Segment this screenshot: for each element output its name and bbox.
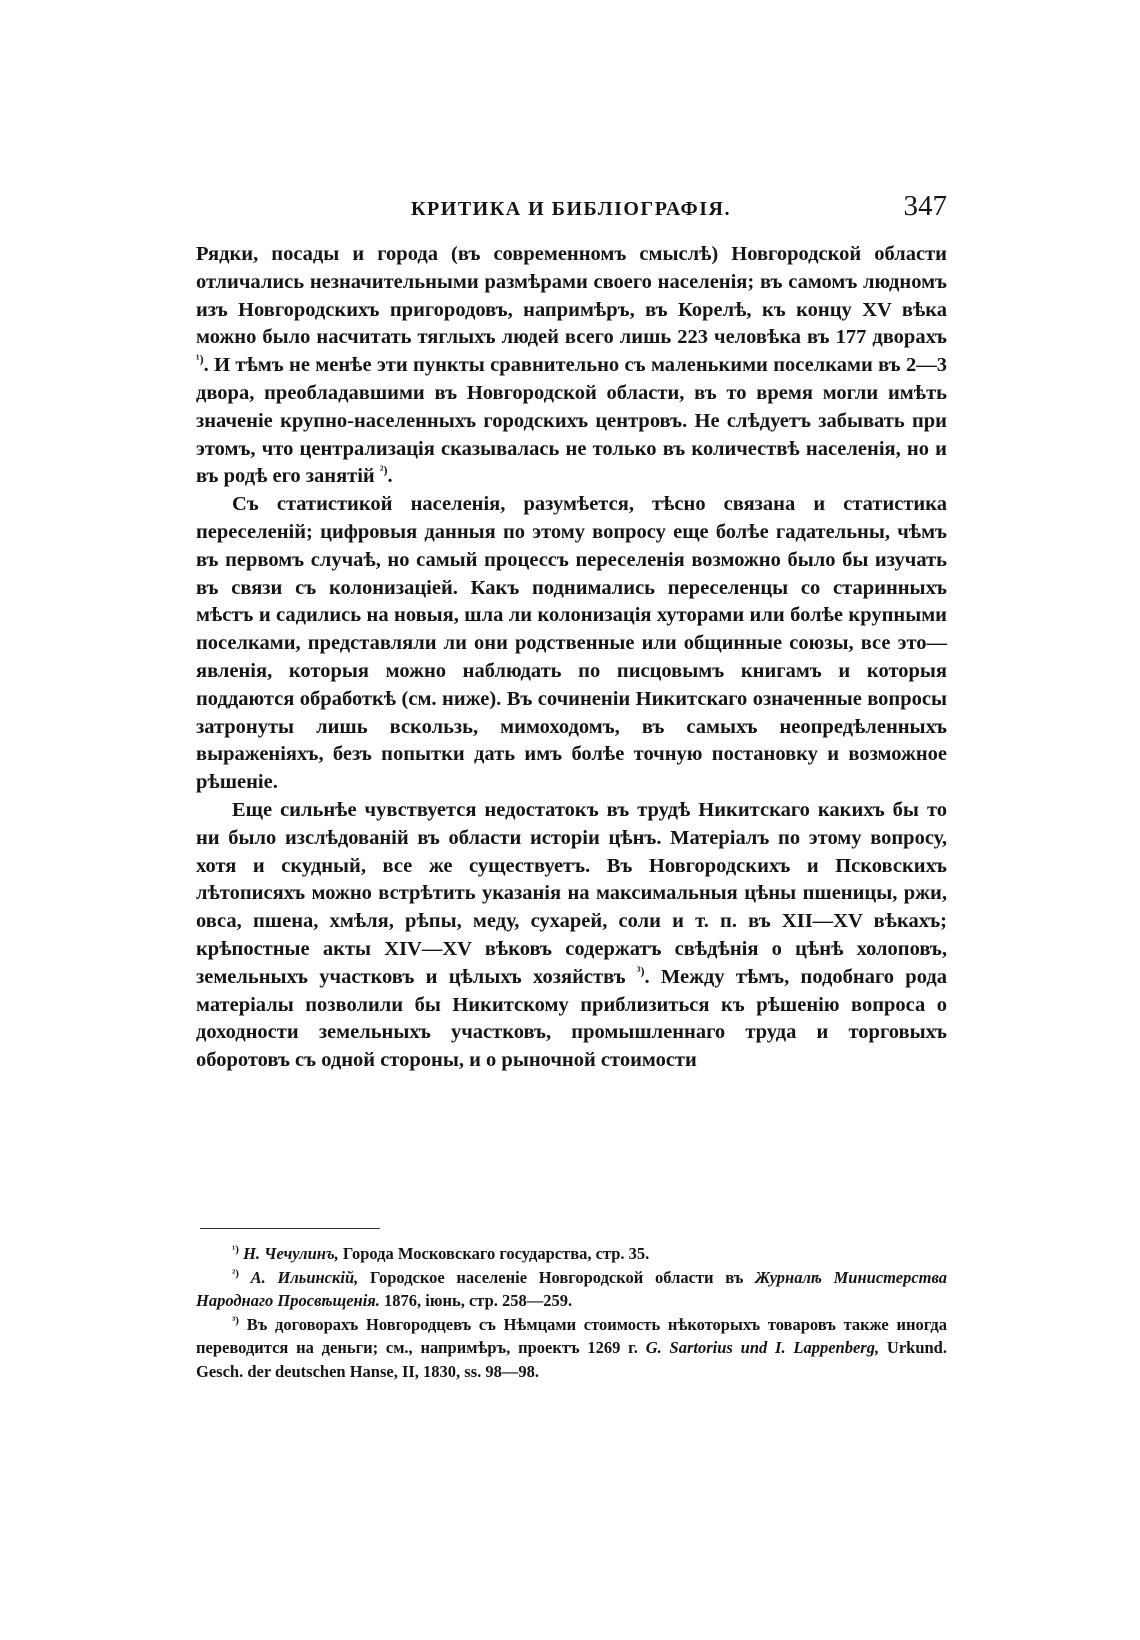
footnote-1-text: Города Московскаго государства, стр. 35. [338,1244,650,1263]
footnote-1-author: Н. Чечулинъ, [243,1244,339,1263]
footnote-2 [196,1266,947,1313]
page-number: 347 [903,190,947,222]
footnote-3 [196,1313,947,1384]
footnote-2-author: А. Ильинскій, [250,1267,359,1287]
footnote-2-text-2: 1876, іюнь, стр. 258—259. [379,1291,573,1310]
footnote-3-text: Въ договорахъ Новгородцевъ съ Нѣмцами стоимость нѣкоторыхъ товаровъ также иногда переводится на деньги; см., напримѣръ, проектъ 1269 г. [196,1314,947,1357]
paragraph-3-part-b: . Между тѣмъ, подобнаго рода матеріалы позволили бы Никитскому приблизиться къ рѣшенію вопроса о доходности земельныхъ участковъ, промышленнаго труда и торговыхъ оборотовъ съ одной стороны, и о рыночной стоимости [196,965,947,1072]
footnote-ref-1: ¹) [196,352,204,367]
footnotes [196,1242,947,1383]
paragraph-1-part-c: . [387,465,393,488]
paragraph-2: Съ статистикой населенія, разумѣется, тѣсно связана и статистика переселеній; цифровыя данныя по этому вопросу еще болѣе гадательны, чѣмъ въ первомъ случаѣ, но самый процессъ переселенія возможно было бы изучать въ связи съ колонизаціей. Какъ поднимались переселенцы со старинныхъ мѣстъ и садились на новыя, шла ли колонизація хуторами или болѣе крупными поселками, представляли ли они родственные или общинные союзы, все это—явленія, которыя можно наблюдать по писцовымъ книгамъ и которыя поддаются обработкѣ (см. ниже). Въ сочиненіи Никитскаго означенные вопросы затронуты лишь вскользь, мимоходомъ, въ самыхъ неопредѣленныхъ выраженіяхъ, безъ попытки дать имъ болѣе точную постановку и возможное рѣшеніе. [196,493,947,794]
paragraph-3-part-a: Еще сильнѣе чувствуется недостатокъ въ трудѣ Никитскаго какихъ бы то ни было изслѣдованій въ области исторіи цѣнъ. Матеріалъ по этому вопросу, хотя и скудный, все же существуетъ. Въ Новгородскихъ и Псковскихъ лѣтописяхъ можно встрѣтить указанія на максимальныя цѣны пшеницы, ржи, овса, пшена, хмѣля, рѣпы, меду, сухарей, соли и т. п. въ XII—XV вѣкахъ; крѣпостные акты XIV—XV вѣковъ содержатъ свѣдѣнія о цѣнѣ холоповъ, земельныхъ участковъ и цѣлыхъ хозяйствъ [196,798,947,988]
footnote-separator [200,1228,380,1229]
paragraph-1-part-b: . И тѣмъ не менѣе эти пункты сравнительно съ маленькими поселками въ 2—3 двора, преобладавшими въ Новгородской области, въ то время могли имѣть значеніе крупно-населенныхъ городскихъ центровъ. Не слѣдуетъ забывать при этомъ, что централизація сказывалась не только въ количествѣ населенія, но и въ родѣ его занятій [196,354,947,488]
footnote-2-journal: Журналѣ Министерства Народнаго Просвѣщенія. [196,1267,948,1310]
paragraph-1 [196,241,947,491]
page-header [195,190,947,226]
footnote-1 [196,1242,947,1266]
footnote-ref-3: ³) [636,963,645,978]
footnote-3-mark: ³) [232,1314,239,1326]
footnote-3-authors: G. Sartorius und I. Lappenberg, [645,1338,880,1357]
running-title: КРИТИКА И БИБЛІОГРАФІЯ. [411,198,731,220]
paragraph-1-part-a: Рядки, посады и города (въ современномъ смыслѣ) Новгородской области отличались незначительными размѣрами своего населенія; въ самомъ людномъ изъ Новгородскихъ пригородовъ, напримѣръ, въ Корелѣ, къ концу XV вѣка можно было насчитать тяглыхъ людей всего лишь 223 человѣка въ 177 дворахъ [196,243,947,349]
paragraph-3 [196,797,947,1075]
footnote-1-mark: ¹) [232,1243,239,1256]
main-text [196,241,947,1075]
footnote-3-text-2: Urkund. Gesch. der deutschen Hanse, II, 1830, ss. 98—98. [196,1338,947,1381]
footnote-2-mark: ²) [232,1267,239,1279]
footnote-ref-2: ²) [379,463,388,478]
footnote-2-text: Городское населеніе Новгородской области въ [358,1267,756,1287]
